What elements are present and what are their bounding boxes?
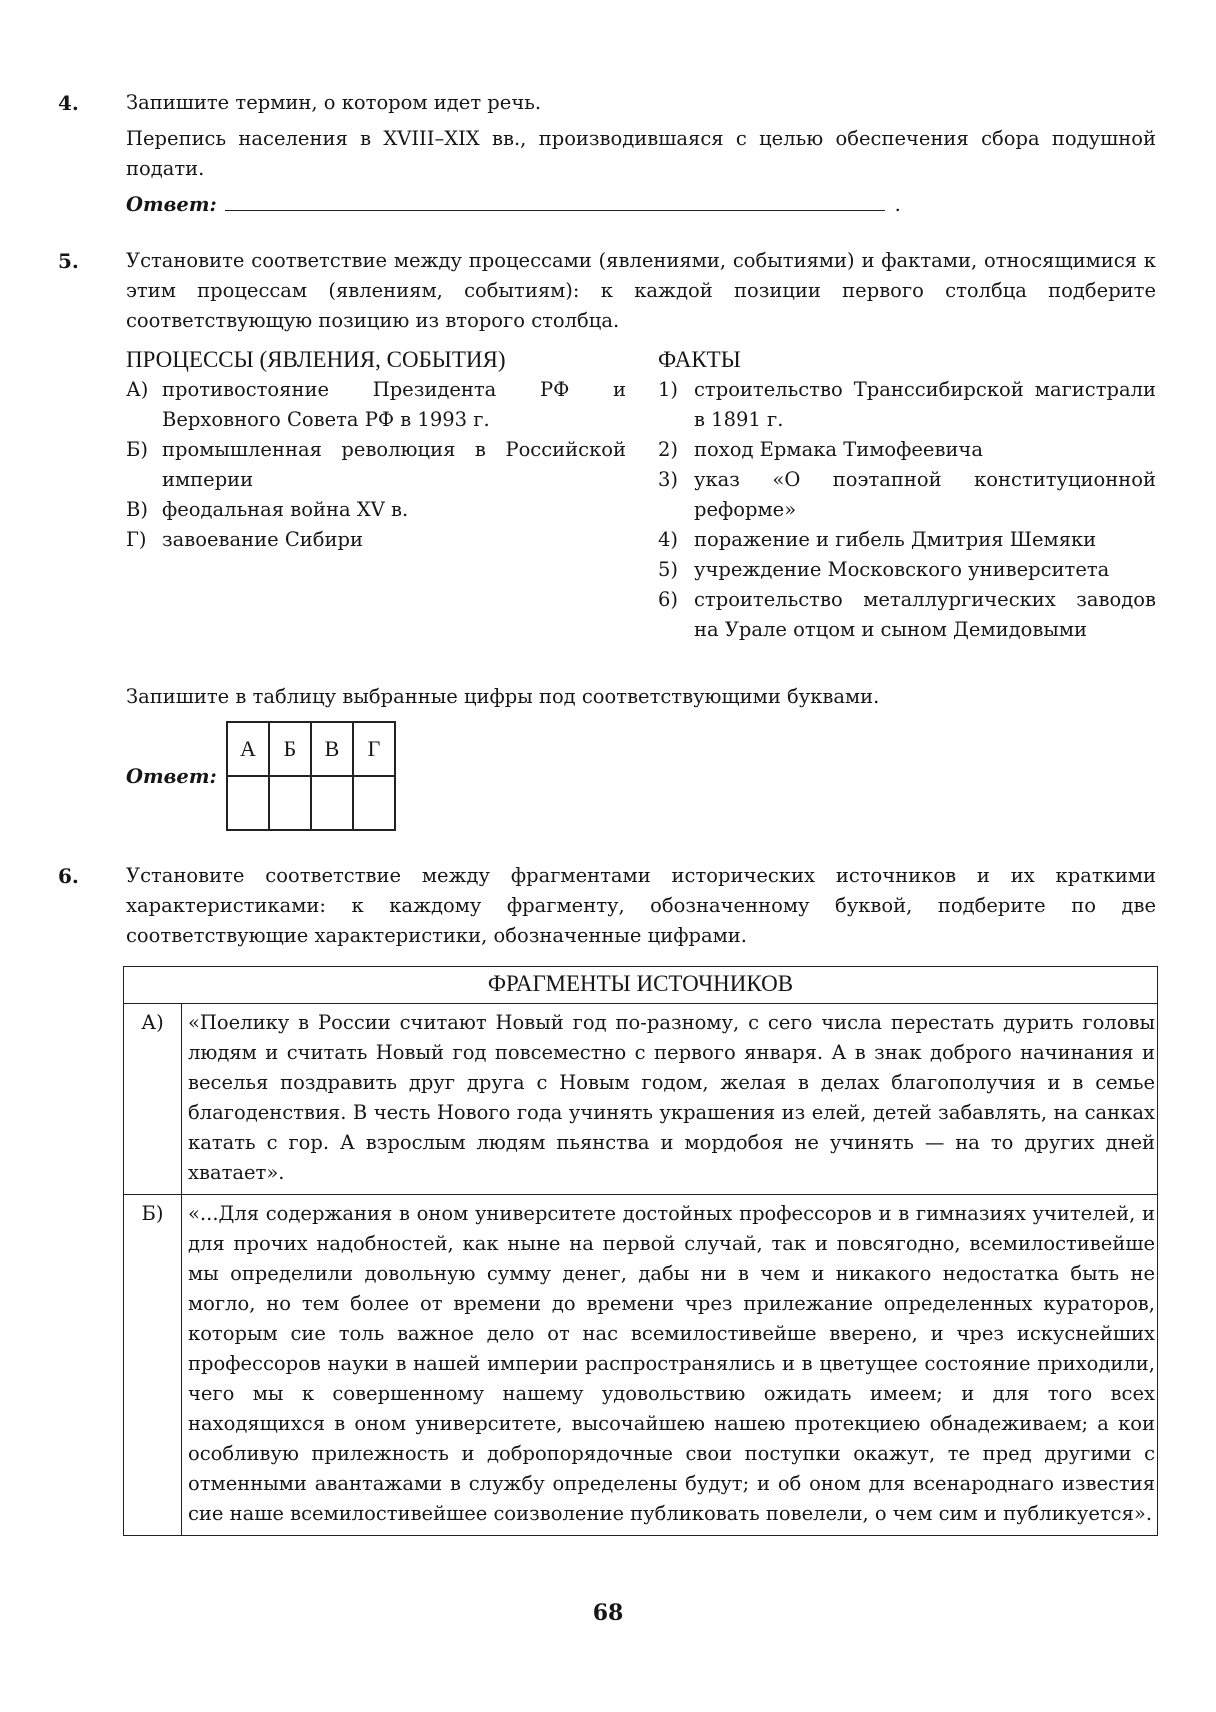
- fact-item: [658, 585, 1156, 645]
- task-6-number: 6.: [58, 864, 79, 888]
- fact-text: поражение и гибель Дмитрия Шемяки: [694, 528, 1097, 551]
- fact-label: 2): [658, 438, 679, 461]
- fact-text: строительство металлургических заводов на Урале отцом и сыном Демидовыми: [694, 588, 1156, 641]
- process-text: промышленная революция в Российской империи: [162, 438, 626, 491]
- task-4-answer-end: .: [894, 193, 901, 216]
- task-5-number: 5.: [58, 249, 79, 273]
- task-4-text: Перепись населения в XVIII–XIX вв., производившаяся с целью обеспечения сбора подушной подати.: [126, 127, 1156, 180]
- facts-column: [658, 345, 1156, 645]
- fragment-text: «...Для содержания в оном университете достойных профессоров и в гимназиях учителей, и для прочих надобностей, как ныне на первой случай, так и повсягодно, всемилостивейше мы определили довольную сумму денег, дабы ни в чем и никакого недостатка быть не могло, но тем более от времени до времени чрез прилежание определенных кураторов, которым сие толь важное дело от нас всемилостивейше вверено, и чрез искуснейших профессоров науки в нашей империи распространялись и в цветущее состояние приходили, чего мы к совершенному нашему удовольствию ожидать имеем; и для того всех находящихся в оном университете, высочайшею нашею протекциею обнадеживаем; а кои особливую прилежность и добропорядочные свои поступки окажут, те пред другими с отменными авантажами в службу определены будут; и об оном для всенароднаго известия сие наше всемилостивейшее соизволение публиковать повелели, о чем сим и публикуется».: [182, 1195, 1158, 1536]
- fact-label: 3): [658, 468, 679, 491]
- process-label: Г): [126, 528, 147, 551]
- fact-text: учреждение Московского университета: [694, 558, 1110, 581]
- answer-cell[interactable]: [269, 776, 311, 830]
- task-4-instruction: Запишите термин, о котором идет речь.: [126, 91, 542, 114]
- task-5-answer-table: [226, 721, 396, 831]
- fact-text: поход Ермака Тимофеевича: [694, 438, 983, 461]
- task-4-answer-label: Ответ:: [126, 193, 217, 216]
- process-item: [126, 375, 626, 435]
- answer-column-header: В: [311, 722, 353, 776]
- answer-column-header: Г: [353, 722, 395, 776]
- process-text: завоевание Сибири: [162, 528, 363, 551]
- task-4-number: 4.: [58, 91, 79, 115]
- fragment-label: А): [124, 1004, 182, 1195]
- fact-item: [658, 435, 1156, 465]
- task-4-answer-field[interactable]: [225, 188, 885, 211]
- task-5: [126, 246, 1156, 336]
- fact-label: 4): [658, 528, 679, 551]
- task-5-table-instruction-block: [126, 682, 1156, 712]
- fragment-label: Б): [124, 1195, 182, 1536]
- fact-label: 1): [658, 378, 679, 401]
- process-item: [126, 495, 626, 525]
- fact-item: [658, 555, 1156, 585]
- answer-column-header: Б: [269, 722, 311, 776]
- table-row: [124, 1195, 1158, 1536]
- fact-text: строительство Транссибирской магистрали в 1891 г.: [694, 378, 1156, 431]
- process-label: В): [126, 498, 148, 521]
- task-4-answer-row: [126, 188, 1156, 220]
- facts-header: ФАКТЫ: [658, 347, 741, 372]
- fact-item: [658, 525, 1156, 555]
- fact-text: указ «О поэтапной конституционной реформе»: [694, 468, 1156, 521]
- fact-item: [658, 465, 1156, 525]
- sources-table-header: ФРАГМЕНТЫ ИСТОЧНИКОВ: [124, 967, 1158, 1004]
- processes-column: [126, 345, 626, 555]
- process-text: противостояние Президента РФ и Верховного Совета РФ в 1993 г.: [162, 378, 626, 431]
- page-number: 68: [592, 1600, 624, 1626]
- task-5-table-instruction: Запишите в таблицу выбранные цифры под соответствующими буквами.: [126, 685, 880, 708]
- process-label: А): [126, 378, 149, 401]
- fact-item: [658, 375, 1156, 435]
- answer-cell[interactable]: [227, 776, 269, 830]
- fact-label: 6): [658, 588, 679, 611]
- task-6: [126, 861, 1156, 951]
- fact-label: 5): [658, 558, 679, 581]
- fragment-text: «Поелику в России считают Новый год по-разному, с сего числа перестать дурить головы людям и считать Новый год повсеместно с первого января. А в знак доброго начинания и веселья поздравить друг друга с Новым годом, желая в делах благополучия и в семье благоденствия. В честь Нового года учинять украшения из елей, детей забавлять, на санках катать с гор. А взрослым людям пьянства и мордобоя не учинять — на то других дней хватает».: [182, 1004, 1158, 1195]
- answer-column-header: А: [227, 722, 269, 776]
- process-label: Б): [126, 438, 148, 461]
- task-6-instruction: Установите соответствие между фрагментами исторических источников и их краткими характеристиками: к каждому фрагменту, обозначенному буквой, подберите по две соответствующие характеристики, обозначенные цифрами.: [126, 864, 1156, 947]
- sources-table: [123, 966, 1158, 1536]
- table-row: [124, 1004, 1158, 1195]
- answer-cell[interactable]: [353, 776, 395, 830]
- task-4: [126, 88, 1156, 220]
- task-5-answer-label: Ответ:: [126, 765, 217, 788]
- answer-cell[interactable]: [311, 776, 353, 830]
- task-5-instruction: Установите соответствие между процессами (явлениями, событиями) и фактами, относящимися к этим процессам (явлениям, событиям): к каждой позиции первого столбца подберите соответствующую позицию из второго столбца.: [126, 249, 1156, 332]
- processes-header: ПРОЦЕССЫ (ЯВЛЕНИЯ, СОБЫТИЯ): [126, 347, 506, 372]
- process-text: феодальная война XV в.: [162, 498, 409, 521]
- process-item: [126, 525, 626, 555]
- process-item: [126, 435, 626, 495]
